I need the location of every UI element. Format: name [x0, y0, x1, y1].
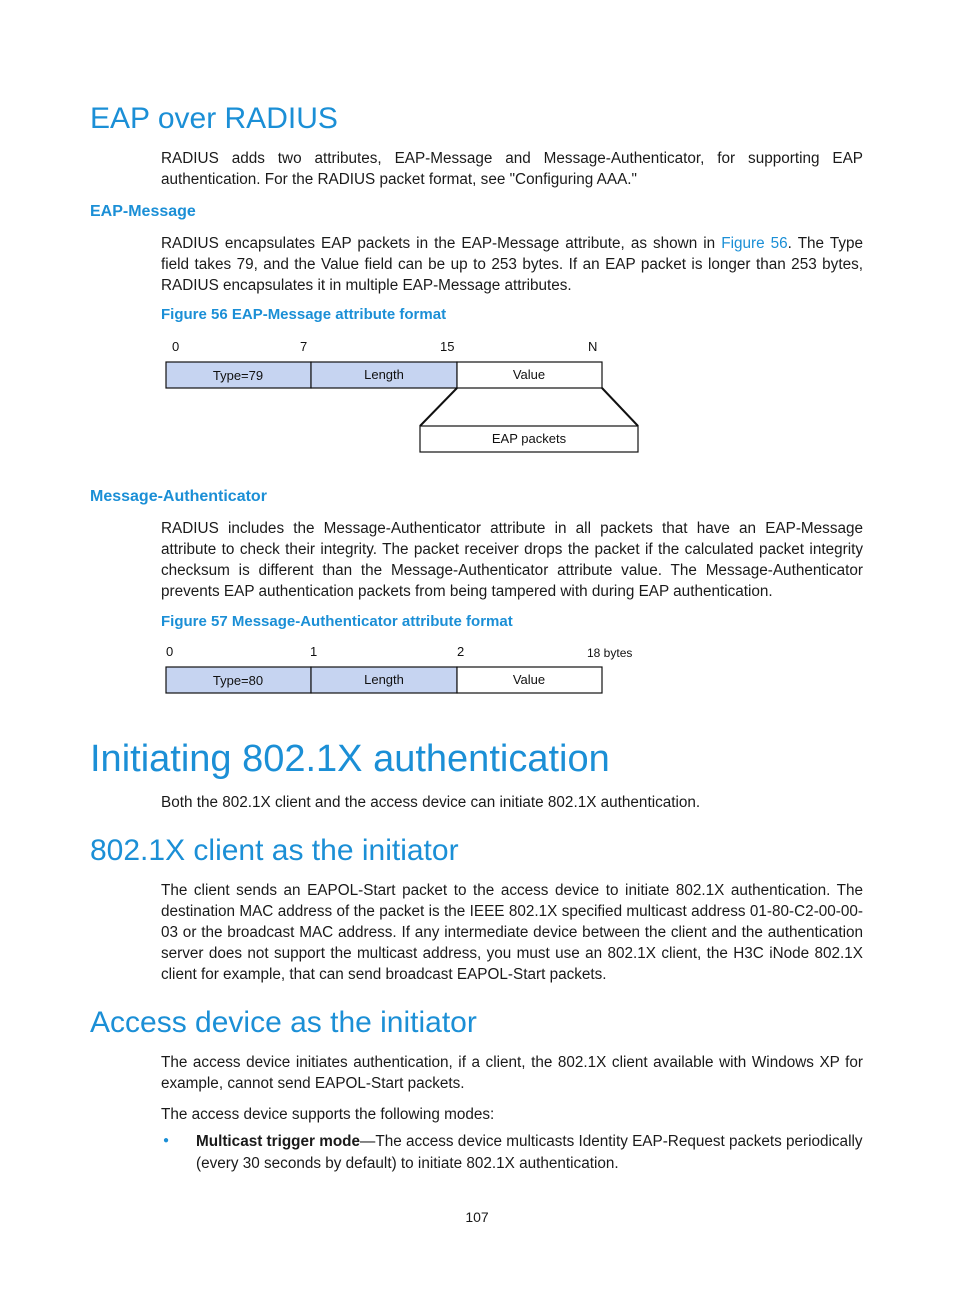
access-device-paragraph-1: The access device initiates authentication, if a client, the 802.1X client available with Windows XP for example, cannot send EAPOL-Start packets. — [161, 1054, 863, 1092]
message-authenticator-paragraph: RADIUS includes the Message-Authenticator attribute in all packets that have an EAP-Message attribute to check their integrity. The packet receiver drops the packet if the calculated packet integrity checksum is different than the Message-Authenticator attribute value. The Message-Authenticator prevents EAP authentication packets from being tampered with during EAP authentication. — [161, 520, 863, 600]
subheading-eap-message: EAP-Message — [90, 203, 196, 220]
eap-packets-label: EAP packets — [491, 431, 567, 446]
length-field-label: Length — [364, 367, 404, 382]
offset-label: 15 — [440, 339, 455, 354]
subheading-message-authenticator: Message-Authenticator — [90, 488, 267, 505]
offset-label: 2 — [457, 644, 465, 659]
figure-57-caption: Figure 57 Message-Authenticator attribute format — [161, 613, 513, 630]
eap-message-attribute-diagram — [160, 336, 650, 456]
eap-over-radius-paragraph: RADIUS adds two attributes, EAP-Message and Message-Authenticator, for supporting EAP authentication. For the RADIUS packet format, see "Configuring AAA." — [161, 150, 863, 188]
figure-56-link[interactable]: Figure 56 — [721, 235, 788, 252]
message-authenticator-attribute-diagram — [160, 642, 650, 698]
expansion-line — [420, 388, 457, 426]
expansion-line — [602, 388, 638, 426]
trigger-mode-list — [161, 1131, 863, 1175]
bullet-term: Multicast trigger mode — [196, 1133, 361, 1150]
size-label: 18 bytes — [587, 646, 633, 660]
client-initiator-paragraph: The client sends an EAPOL-Start packet to the access device to initiate 802.1X authentication. The destination MAC address of the packet is the IEEE 802.1X specified multicast address 01-80-C2-00-00-03 or the broadcast MAC address. If any intermediate device between the client and the authentication server does not support the multicast address, you must use an 802.1X client, the H3C iNode 802.1X client for example, that can send broadcast EAPOL-Start packets. — [161, 882, 863, 983]
chapter-heading-initiating-8021x: Initiating 802.1X authentication — [90, 738, 610, 780]
section-heading-access-device-initiator: Access device as the initiator — [90, 1006, 477, 1039]
offset-label: N — [588, 339, 598, 354]
section-heading-eap-over-radius: EAP over RADIUS — [90, 102, 338, 135]
eap-message-paragraph — [161, 233, 863, 296]
length-field-label: Length — [364, 672, 404, 687]
list-item — [161, 1131, 863, 1175]
eap-message-text-start: RADIUS encapsulates EAP packets in the EAP-Message attribute, as shown in — [161, 235, 722, 252]
value-field-label: Value — [512, 672, 546, 687]
type-field-label: Type=80 — [212, 673, 264, 688]
section-heading-client-initiator: 802.1X client as the initiator — [90, 834, 459, 867]
bullet-text: —The access device multicasts Identity EAP-Request packets periodically (every 30 seconds by default) to initiate 802.1X authentication. — [196, 1133, 863, 1172]
access-device-paragraph-2: The access device supports the following modes: — [161, 1106, 495, 1123]
offset-label: 0 — [166, 644, 174, 659]
type-field-label: Type=79 — [212, 368, 264, 383]
offset-label: 1 — [310, 644, 318, 659]
page-number: 107 — [465, 1209, 489, 1225]
value-field-label: Value — [512, 367, 546, 382]
initiating-paragraph: Both the 802.1X client and the access device can initiate 802.1X authentication. — [161, 794, 701, 811]
bullet-icon: ● — [163, 1135, 170, 1146]
figure-56-caption: Figure 56 EAP-Message attribute format — [161, 306, 447, 323]
offset-label: 0 — [172, 339, 180, 354]
offset-label: 7 — [300, 339, 308, 354]
eap-message-text-end: . The Type field takes 79, and the Value field can be up to 253 bytes. If an EAP packet is longer than 253 bytes, RADIUS encapsulates it in multiple EAP-Message attributes. — [161, 235, 863, 294]
